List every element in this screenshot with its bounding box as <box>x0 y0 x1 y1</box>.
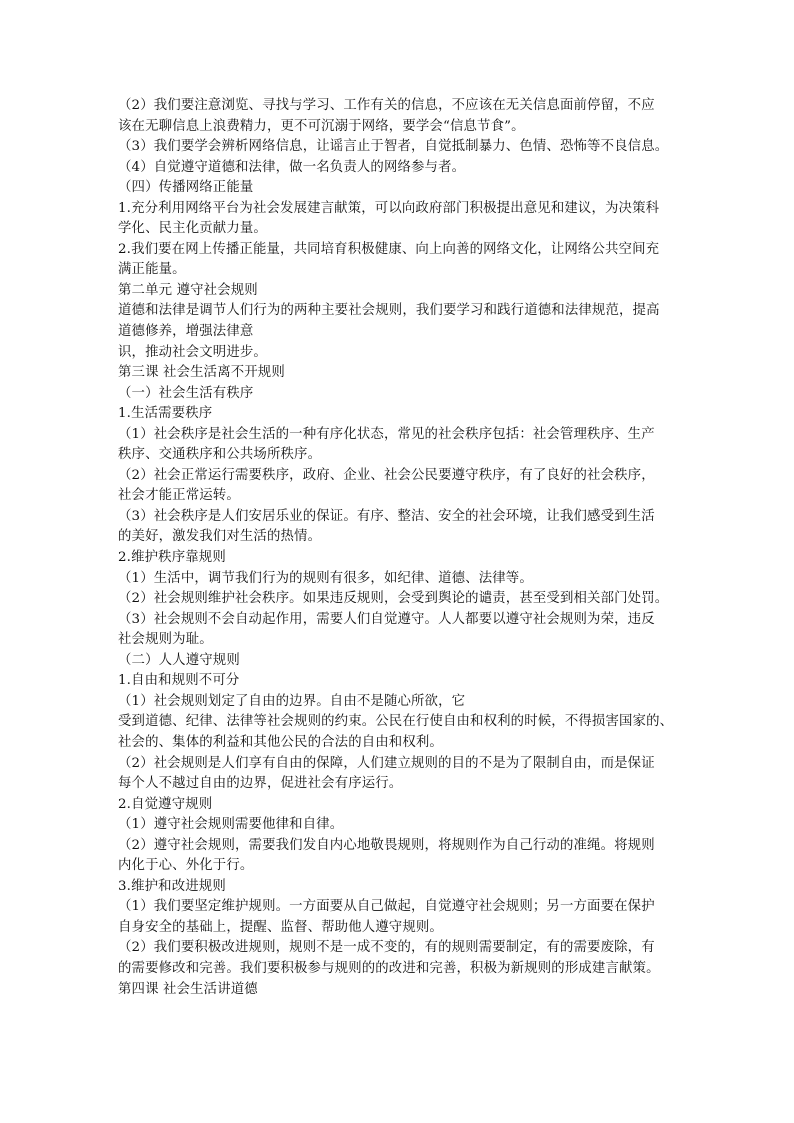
text-line: （1）我们要坚定维护规则。一方面要从自己做起，自觉遵守社会规则；另一方面要在保护 <box>118 899 655 915</box>
text-line: 2.我们要在网上传播正能量，共同培育积极健康、向上向善的网络文化，让网络公共空间充 <box>118 241 660 257</box>
text-line: 学化、民主化贡献力量。 <box>118 221 267 237</box>
text-line: （1）社会秩序是社会生活的一种有序化状态，常见的社会秩序包括：社会管理秩序、生产 <box>118 426 655 442</box>
text-line: （2）遵守社会规则，需要我们发自内心地敬畏规则，将规则作为自己行动的准绳。将规则 <box>118 837 655 853</box>
text-line: 该在无聊信息上浪费精力，更不可沉溺于网络，要学会“信息节食”。 <box>118 118 525 134</box>
text-line: （2）社会规则是人们享有自由的保障，人们建立规则的目的不是为了限制自由，而是保证 <box>118 755 655 771</box>
text-line: 第三课 社会生活离不开规则 <box>118 365 285 381</box>
text-line: 的美好，激发我们对生活的热情。 <box>118 529 322 545</box>
text-line: （4）自觉遵守道德和法律，做一名负责人的网络参与者。 <box>118 159 466 175</box>
text-line: 1.生活需要秩序 <box>118 406 213 422</box>
text-line: 道德修养，增强法律意 <box>118 324 254 340</box>
text-line: （1）生活中，调节我们行为的规则有很多，如纪律、道德、法律等。 <box>118 570 533 586</box>
text-line: 秩序、交通秩序和公共场所秩序。 <box>118 447 322 463</box>
text-line: 2.自觉遵守规则 <box>118 796 213 812</box>
text-line: 1.充分利用网络平台为社会发展建言献策，可以向政府部门积极提出意见和建议，为决策科 <box>118 200 660 216</box>
text-line: 2.维护秩序靠规则 <box>118 550 226 566</box>
text-line: （二）人人遵守规则 <box>118 652 240 668</box>
text-line: （1）社会规则划定了自由的边界。自由不是随心所欲，它 <box>118 693 466 709</box>
text-line: （3）我们要学会辨析网络信息，让谣言止于智者，自觉抵制暴力、色情、恐怖等不良信息。 <box>118 139 669 155</box>
text-line: 满正能量。 <box>118 262 186 278</box>
text-line: 社会规则为耻。 <box>118 632 213 648</box>
text-line: （四）传播网络正能量 <box>118 180 254 196</box>
text-line: 内化于心、外化于行。 <box>118 858 254 874</box>
text-line: （3）社会秩序是人们安居乐业的保证。有序、整洁、安全的社会环境，让我们感受到生活 <box>118 508 655 524</box>
text-line: 自身安全的基础上，提醒、监督、帮助他人遵守规则。 <box>118 919 443 935</box>
text-line: 每个人不越过自由的边界，促进社会有序运行。 <box>118 776 403 792</box>
text-line: （2）我们要注意浏览、寻找与学习、工作有关的信息，不应该在无关信息面前停留，不应 <box>118 98 655 113</box>
text-line: 受到道德、纪律、法律等社会规则的约束。公民在行使自由和权利的时候，不得损害国家的、 <box>118 714 674 730</box>
text-line: 的需要修改和完善。我们要积极参与规则的的改进和完善，积极为新规则的形成建言献策。 <box>118 960 660 976</box>
text-line: （2）社会正常运行需要秩序，政府、企业、社会公民要遵守秩序，有了良好的社会秩序， <box>118 467 655 483</box>
text-line: （1）遵守社会规则需要他律和自律。 <box>118 817 344 833</box>
text-line: 社会的、集体的利益和其他公民的合法的自由和权利。 <box>118 734 443 750</box>
text-line: 1.自由和规则不可分 <box>118 673 240 689</box>
text-line: 识，推动社会文明进步。 <box>118 344 267 360</box>
text-line: 第四课 社会生活讲道德 <box>118 981 258 997</box>
text-line: （一）社会生活有秩序 <box>118 385 254 401</box>
text-line: 道德和法律是调节人们行为的两种主要社会规则，我们要学习和践行道德和法律规范，提高 <box>118 303 660 319</box>
text-line: 3.维护和改进规则 <box>118 878 226 894</box>
text-line: （2）我们要积极改进规则，规则不是一成不变的，有的规则需要制定，有的需要废除，有 <box>118 940 655 956</box>
text-line: （3）社会规则不会自动起作用，需要人们自觉遵守。人人都要以遵守社会规则为荣，违反 <box>118 611 655 627</box>
text-line: 第二单元 遵守社会规则 <box>118 282 258 298</box>
text-line: （2）社会规则维护社会秩序。如果违反规则，会受到舆论的谴责，甚至受到相关部门处罚。 <box>118 591 669 607</box>
text-line: 社会才能正常运转。 <box>118 488 240 504</box>
document-body <box>118 96 680 1000</box>
